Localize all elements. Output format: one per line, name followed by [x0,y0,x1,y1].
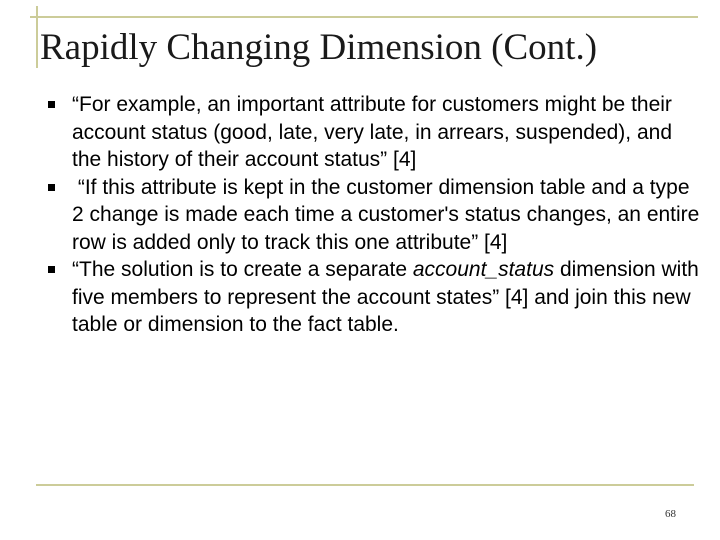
bullet-text-end: dimension with five members to represent the account states” [4] and join this new table or dimension to the fact table. [72,258,699,336]
square-bullet-icon [48,184,55,191]
bullet-item [40,91,700,174]
emphasized-term: account_status [412,258,555,281]
bullet-list [40,91,706,339]
title-vertical-rule [36,6,38,68]
title-top-rule [30,16,698,18]
bottom-rule [36,484,694,486]
bullet-text: “If this attribute is kept in the customer dimension table and a type 2 change is made each time a customer's status changes, an entire row is added only to track this one attribute” [4] [72,175,706,254]
square-bullet-icon [48,266,55,273]
bullet-item [40,256,700,339]
bullet-item [40,174,706,257]
slide-title: Rapidly Changing Dimension (Cont.) [40,27,598,68]
bullet-text-start: “The solution is to create a separate [72,258,413,281]
square-bullet-icon [48,101,55,108]
bullet-text: “For example, an important attribute for customers might be their account status (good, late, very late, in arrears, suspended), and the history of their account status” [4] [72,93,673,171]
page-number: 68 [665,508,676,520]
